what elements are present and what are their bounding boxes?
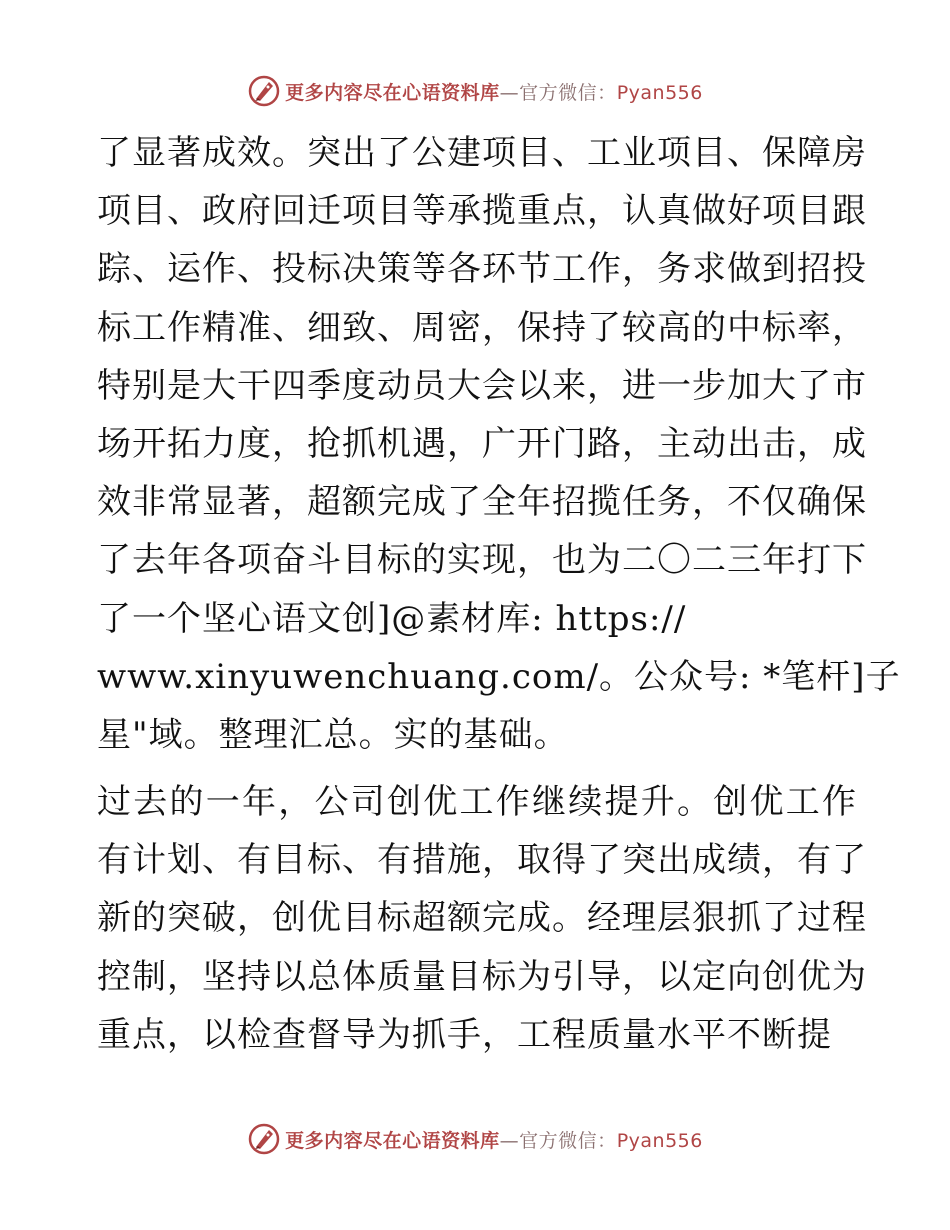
document-body	[97, 124, 901, 1064]
text-line: 项目、政府回迁项目等承揽重点，认真做好项目跟	[97, 191, 867, 232]
header-banner-id: Pyan556	[616, 81, 703, 104]
footer-banner-main: 更多内容尽在心语资料库	[285, 1129, 500, 1152]
text-line: www.xinyuwenchuang.com/。公众号: *笔杆]子	[97, 656, 901, 697]
paragraph-2	[97, 773, 867, 1064]
text-line: 了去年各项奋斗目标的实现，也为二〇二三年打下	[97, 540, 867, 581]
text-line: 效非常显著，超额完成了全年招揽任务，不仅确保	[97, 482, 867, 523]
text-line: 标工作精准、细致、周密，保持了较高的中标率，	[97, 307, 867, 348]
text-line: 有计划、有目标、有措施，取得了突出成绩，有了	[97, 840, 867, 881]
text-line: 特别是大干四季度动员大会以来，进一步加大了市	[97, 365, 867, 406]
text-line: 控制，坚持以总体质量目标为引导，以定向创优为	[97, 956, 867, 997]
text-line: 了显著成效。突出了公建项目、工业项目、保障房	[97, 133, 867, 173]
header-banner-text	[285, 78, 703, 105]
text-line: 场开拓力度，抢抓机遇，广开门路，主动出击，成	[97, 423, 867, 464]
footer-banner-id: Pyan556	[616, 1129, 703, 1152]
footer-banner-sep: —官方微信：	[499, 1129, 617, 1152]
pen-nib-circle-icon	[247, 74, 281, 108]
footer-banner	[0, 1119, 950, 1159]
header-banner-sep: —官方微信：	[499, 81, 617, 104]
pen-nib-circle-icon	[247, 1122, 281, 1156]
text-line: 踪、运作、投标决策等各环节工作，务求做到招投	[97, 249, 867, 290]
paragraph-1	[97, 124, 901, 764]
text-line: 新的突破，创优目标超额完成。经理层狠抓了过程	[97, 898, 867, 939]
text-line: 重点，以检查督导为抓手，工程质量水平不断提	[97, 1014, 832, 1055]
header-banner	[0, 71, 950, 111]
header-banner-main: 更多内容尽在心语资料库	[285, 81, 500, 104]
footer-banner-text	[285, 1126, 703, 1153]
text-line: 过去的一年，公司创优工作继续提升。创优工作	[97, 782, 857, 823]
text-line: 了一个坚心语文创]@素材库: https://	[97, 598, 687, 639]
text-line: 星"域。整理汇总。实的基础。	[97, 714, 569, 755]
